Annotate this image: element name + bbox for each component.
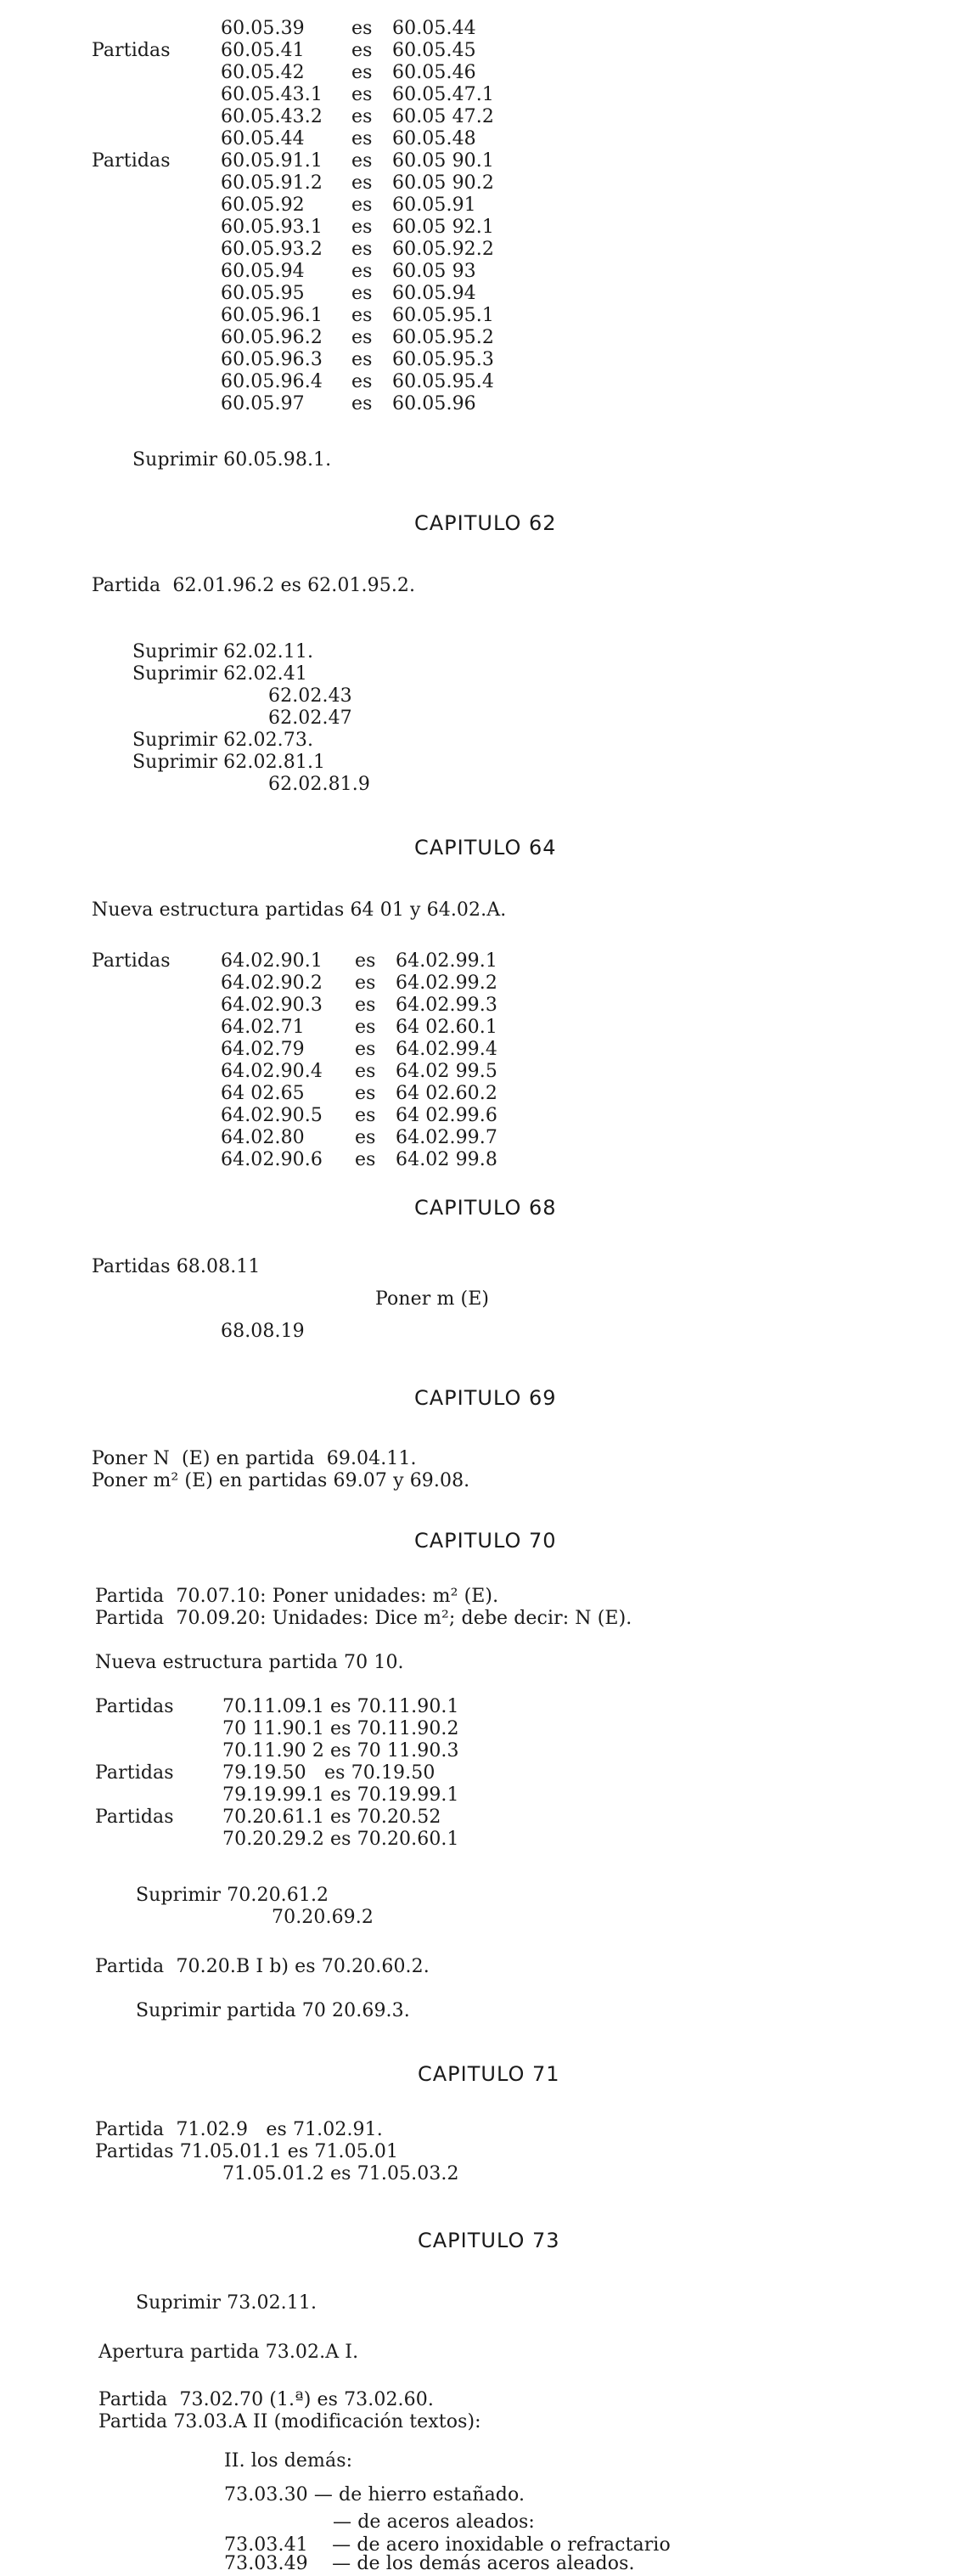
list-item: 60.05.43.1: [221, 84, 323, 105]
partida-line: Partida 73.03.A II (modificación textos):: [98, 2411, 481, 2432]
es-word: es: [355, 972, 376, 994]
es-word: es: [351, 106, 373, 127]
es-word: es: [351, 128, 373, 149]
list-item: 60.05.45: [392, 40, 476, 61]
suprimir-line: Suprimir 60.05.98.1.: [132, 449, 332, 471]
list-item: 64.02.99.1: [396, 950, 497, 972]
list-item: 79.19.99.1 es 70.19.99.1: [222, 1784, 459, 1806]
es-word: es: [355, 1083, 376, 1104]
list-item: 64.02.79: [221, 1039, 305, 1060]
es-word: es: [355, 950, 376, 972]
prefix-label: Partidas: [92, 950, 171, 972]
list-item: — de aceros aleados:: [333, 2511, 535, 2533]
list-item: 60.05.94: [392, 283, 476, 304]
es-word: es: [351, 371, 373, 392]
chapter-heading: CAPITULO 69: [414, 1386, 557, 1410]
suprimir-line: Suprimir 70.20.61.2: [136, 1885, 329, 1906]
list-item: 64.02.90.6: [221, 1149, 323, 1170]
list-item: 60.05.39: [221, 18, 305, 39]
es-word: es: [351, 261, 373, 282]
es-word: es: [355, 1149, 376, 1170]
suprimir-line: Suprimir partida 70 20.69.3.: [136, 2000, 410, 2021]
list-item: 60.05.96: [392, 393, 476, 414]
es-word: es: [351, 217, 373, 238]
list-item: 64.02.90.3: [221, 995, 323, 1016]
es-word: es: [351, 327, 373, 348]
es-word: es: [355, 1061, 376, 1082]
list-item: 64.02.99.4: [396, 1039, 497, 1060]
list-item: 60.05.91: [392, 194, 476, 216]
list-item: 60.05 92.1: [392, 217, 494, 238]
suprimir-line: Suprimir 62.02.81.1: [132, 752, 326, 773]
list-item: 70.20.29.2 es 70.20.60.1: [222, 1829, 459, 1850]
intro-line: Nueva estructura partida 70 10.: [95, 1652, 404, 1673]
list-item: 64 02.65: [221, 1083, 305, 1104]
list-item: 60.05 93: [392, 261, 476, 282]
chapter-heading: CAPITULO 71: [418, 2062, 560, 2086]
list-item: 64 02.60.1: [396, 1017, 497, 1038]
list-item: 60.05 90.1: [392, 150, 494, 172]
list-item: 60.05.95: [221, 283, 305, 304]
list-item: 64.02.90.4: [221, 1061, 323, 1082]
list-item: 79.19.50 es 70.19.50: [222, 1762, 436, 1784]
chapter-heading: CAPITULO 70: [414, 1529, 557, 1553]
list-item: 71.05.01.2 es 71.05.03.2: [222, 2163, 459, 2184]
es-word: es: [351, 84, 373, 105]
partida-line: Partida 62.01.96.2 es 62.01.95.2.: [92, 575, 416, 596]
list-item: 60.05.47.1: [392, 84, 494, 105]
list-item: 70.11.09.1 es 70.11.90.1: [222, 1696, 459, 1717]
es-word: es: [351, 18, 373, 39]
es-word: es: [351, 62, 373, 83]
partida-line: Partida 73.02.70 (1.ª) es 73.02.60.: [98, 2389, 434, 2410]
es-word: es: [351, 172, 373, 194]
list-item: 60.05.95.2: [392, 327, 494, 348]
prefix-label: Partidas: [92, 150, 171, 172]
intro-line: Nueva estructura partidas 64 01 y 64.02.A.: [92, 899, 507, 921]
list-item: 60.05.48: [392, 128, 476, 149]
partida-line: Partida 70.20.B I b) es 70.20.60.2.: [95, 1956, 430, 1977]
es-word: es: [351, 283, 373, 304]
prefix-label: Partidas: [92, 40, 171, 61]
apertura-line: Apertura partida 73.02.A I.: [98, 2342, 359, 2363]
es-word: es: [351, 40, 373, 61]
list-item: 73.03.30 — de hierro estañado.: [224, 2484, 525, 2506]
list-item: 60.05.43.2: [221, 106, 323, 127]
list-item: 62.02.81.9: [268, 774, 370, 795]
list-item: 64.02.99.7: [396, 1127, 497, 1148]
list-item: 60.05.94: [221, 261, 305, 282]
list-item: 70.20.69.2: [272, 1907, 374, 1928]
list-item: 64 02.99.6: [396, 1105, 497, 1126]
list-item: 60.05.41: [221, 40, 305, 61]
chapter-heading: CAPITULO 73: [418, 2229, 560, 2252]
list-item: 62.02.43: [268, 685, 352, 707]
list-item: 64.02.99.2: [396, 972, 497, 994]
list-item: 64.02.90.1: [221, 950, 323, 972]
subheading: II. los demás:: [224, 2450, 353, 2472]
list-item: 64 02.60.2: [396, 1083, 497, 1104]
list-item: 60.05.93.2: [221, 239, 323, 260]
partida-line: Partida 70.09.20: Unidades: Dice m²; debe decir: N (E).: [95, 1608, 632, 1629]
es-word: es: [351, 194, 373, 216]
list-item: 60.05.95.3: [392, 349, 494, 370]
suprimir-line: Suprimir 73.02.11.: [136, 2292, 318, 2314]
list-item: 60.05.96.3: [221, 349, 323, 370]
es-word: es: [355, 995, 376, 1016]
es-word: es: [351, 239, 373, 260]
list-item: 60.05.96.4: [221, 371, 323, 392]
es-word: es: [355, 1039, 376, 1060]
list-item: 60.05.96.1: [221, 305, 323, 326]
partida-line: Partida 71.02.9 es 71.02.91.: [95, 2119, 383, 2140]
partida-line: Partidas 71.05.01.1 es 71.05.01: [95, 2141, 399, 2162]
prefix-label: Partidas: [95, 1807, 174, 1828]
es-word: es: [351, 393, 373, 414]
prefix-label: Partidas: [95, 1762, 174, 1784]
list-item: 64.02.99.3: [396, 995, 497, 1016]
chapter-heading: CAPITULO 64: [414, 836, 557, 860]
es-word: es: [355, 1127, 376, 1148]
list-item: 60.05.42: [221, 62, 305, 83]
poner-line: Poner m (E): [375, 1288, 490, 1310]
list-item: 60.05.96.2: [221, 327, 323, 348]
list-item: 70 11.90.1 es 70.11.90.2: [222, 1718, 459, 1739]
es-word: es: [351, 150, 373, 172]
list-item: 60.05.92.2: [392, 239, 494, 260]
list-item: 60.05.97: [221, 393, 305, 414]
poner-line: Poner N (E) en partida 69.04.11.: [92, 1448, 417, 1469]
list-item: 64.02 99.8: [396, 1149, 497, 1170]
list-item: 62.02.47: [268, 707, 352, 729]
list-item: 60.05.92: [221, 194, 305, 216]
list-item: 64.02.71: [221, 1017, 305, 1038]
list-item: 68.08.19: [221, 1321, 305, 1342]
partida-line: Partida 70.07.10: Poner unidades: m² (E).: [95, 1586, 499, 1607]
prefix-label: Partidas: [95, 1696, 174, 1717]
list-item: 70.11.90 2 es 70 11.90.3: [222, 1740, 459, 1761]
list-item: 64.02.90.2: [221, 972, 323, 994]
es-word: es: [355, 1105, 376, 1126]
list-item: 60.05.46: [392, 62, 476, 83]
es-word: es: [355, 1017, 376, 1038]
list-item: 70.20.61.1 es 70.20.52: [222, 1807, 441, 1828]
es-word: es: [351, 349, 373, 370]
list-item: 64.02.80: [221, 1127, 305, 1148]
list-item: 73.03.41 — de acero inoxidable o refractario: [224, 2534, 671, 2556]
es-word: es: [351, 305, 373, 326]
list-item: 64.02.90.5: [221, 1105, 323, 1126]
list-item: 60.05.93.1: [221, 217, 323, 238]
list-item: 60.05.91.2: [221, 172, 323, 194]
poner-line: Poner m² (E) en partidas 69.07 y 69.08.: [92, 1470, 470, 1491]
suprimir-line: Suprimir 62.02.41: [132, 663, 307, 685]
list-item: 60.05.44: [392, 18, 476, 39]
suprimir-line: Suprimir 62.02.73.: [132, 730, 314, 751]
list-item: 60.05.91.1: [221, 150, 323, 172]
list-item: 60.05.95.1: [392, 305, 494, 326]
list-item: 60.05 47.2: [392, 106, 494, 127]
list-item: 60.05.44: [221, 128, 305, 149]
partida-line: Partidas 68.08.11: [92, 1256, 261, 1277]
list-item: 64.02 99.5: [396, 1061, 497, 1082]
chapter-heading: CAPITULO 68: [414, 1196, 557, 1220]
list-item: 60.05 90.2: [392, 172, 494, 194]
list-item: 73.03.49 — de los demás aceros aleados.: [224, 2553, 635, 2574]
chapter-heading: CAPITULO 62: [414, 511, 557, 535]
suprimir-line: Suprimir 62.02.11.: [132, 641, 314, 662]
list-item: 60.05.95.4: [392, 371, 494, 392]
